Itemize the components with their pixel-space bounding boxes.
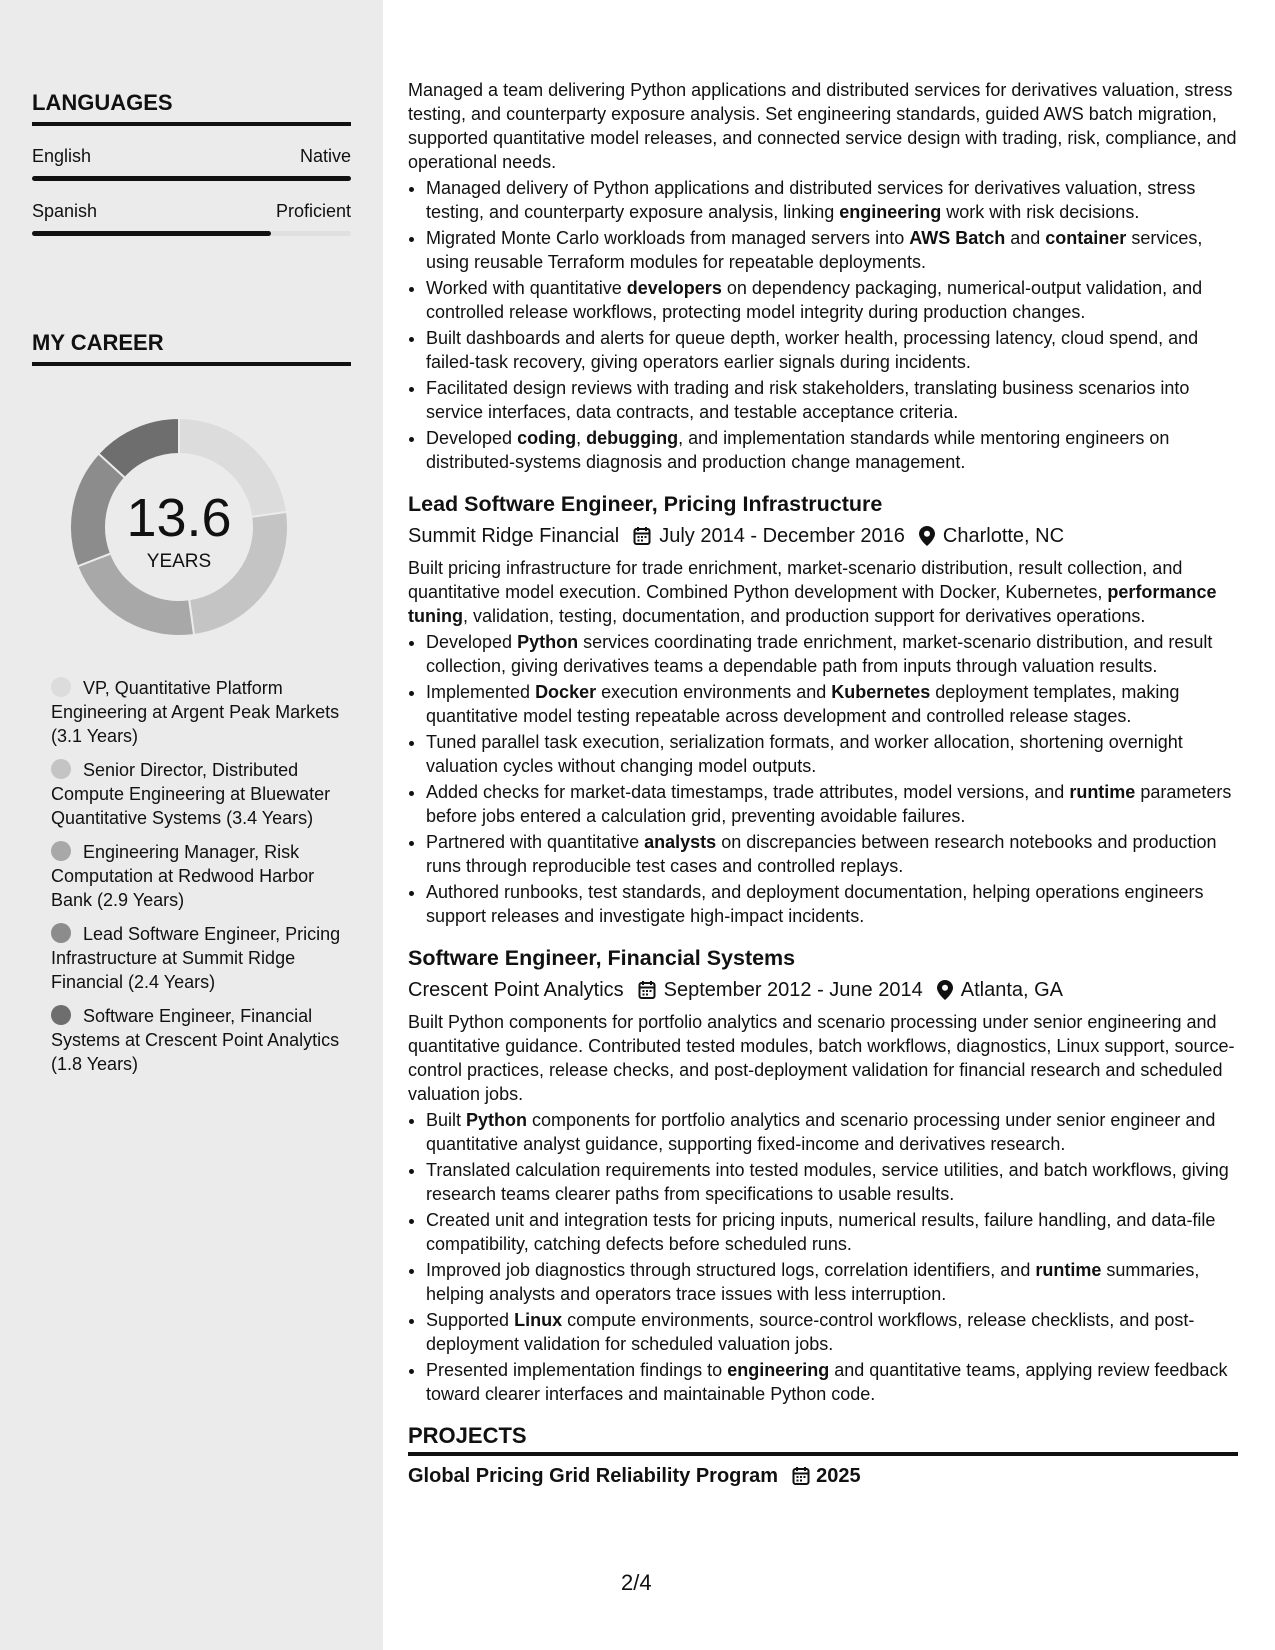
languages-section <box>32 90 351 236</box>
bullet-item: • Facilitated design reviews with trading and risk stakeholders, translating business scenarios into service interfaces, data contracts, and testable acceptance criteria. <box>426 376 1238 424</box>
career-legend-item <box>51 922 341 994</box>
legend-label: Software Engineer, Financial Systems at Crescent Point Analytics (1.8 Years) <box>51 1006 340 1074</box>
page-number: 2/4 <box>621 1570 652 1595</box>
job-meta <box>408 976 1238 1004</box>
bullet-item: • Authored runbooks, test standards, and deployment documentation, helping operations engineers support releases and investigate high-impact incidents. <box>426 880 1238 928</box>
career-donut-chart <box>59 407 299 647</box>
bullet-item: • Created unit and integration tests for pricing inputs, numerical results, failure handling, and data-file compatibility, catching defects before scheduled runs. <box>426 1208 1238 1256</box>
bullet-item: • Built Python components for portfolio analytics and scenario processing under senior engineer and quantitative analyst guidance, supporting fixed-income and derivatives research. <box>426 1108 1238 1156</box>
bullet-item: • Developed Python services coordinating trade enrichment, market-scenario distribution, and result collection, giving derivatives teams a dependable path from inputs through valuation results. <box>426 630 1238 678</box>
job-location: Charlotte, NC <box>942 525 1065 547</box>
role-bullets <box>408 176 1238 474</box>
bullet-item: • Presented implementation findings to engineering and quantitative teams, applying review feedback toward clearer interfaces and maintainable Python code. <box>426 1358 1238 1406</box>
calendar-icon <box>792 1466 810 1486</box>
career-total: 13.6 <box>126 488 232 548</box>
job-summary: Built pricing infrastructure for trade enrichment, market-scenario distribution, result collection, and quantitative model execution. Combined Python development with Docker, Kubernetes, performance tuning, validation, testing, documentation, and production support for derivatives operations. <box>408 558 1217 626</box>
career-legend-item <box>51 1004 341 1076</box>
calendar-icon <box>633 526 651 546</box>
role-summary: Managed a team delivering Python applications and distributed services for derivatives valuation, stress testing, and counterparty exposure analysis. Set engineering standards, guided AWS batch migration, supported quantitative model releases, and connected service design with trading, risk, compliance, and operational needs. <box>408 80 1237 172</box>
language-proficiency-fill <box>32 231 271 236</box>
sidebar <box>0 0 383 1650</box>
career-section <box>32 330 351 366</box>
language-proficiency-bar <box>32 231 351 236</box>
career-unit: YEARS <box>146 551 212 572</box>
map-pin-icon <box>937 980 953 1000</box>
job-bullets <box>408 1108 1238 1406</box>
calendar-icon <box>638 980 656 1000</box>
bullet-item: • Worked with quantitative developers on dependency packaging, numerical-output validation, and controlled release workflows, protecting model integrity during production changes. <box>426 276 1238 324</box>
bullet-item: • Tuned parallel task execution, serialization formats, and worker allocation, shortening overnight valuation cycles without changing model outputs. <box>426 730 1238 778</box>
legend-label: VP, Quantitative Platform Engineering at Argent Peak Markets (3.1 Years) <box>51 678 340 746</box>
legend-dot <box>51 923 71 943</box>
bullet-item: • Improved job diagnostics through structured logs, correlation identifiers, and runtime summaries, helping analysts and operators trace issues with less interruption. <box>426 1258 1238 1306</box>
bullet-item: • Managed delivery of Python applications and distributed services for derivatives valuation, stress testing, and counterparty exposure analysis, linking engineering work with risk decisions. <box>426 176 1238 224</box>
job-location: Atlanta, GA <box>960 979 1064 1001</box>
career-legend-item <box>51 840 341 912</box>
career-legend-item <box>51 676 341 748</box>
language-item <box>32 201 351 236</box>
language-proficiency-bar <box>32 176 351 181</box>
job-meta <box>408 522 1238 550</box>
legend-dot <box>51 677 71 697</box>
languages-title: LANGUAGES <box>32 90 351 126</box>
language-item <box>32 146 351 181</box>
language-name: English <box>32 146 92 166</box>
company-name: Crescent Point Analytics <box>408 979 624 1001</box>
bullet-item: • Migrated Monte Carlo workloads from managed servers into AWS Batch and container services, using reusable Terraform modules for repeatable deployments. <box>426 226 1238 274</box>
experience-list <box>408 490 1238 1406</box>
company-name: Summit Ridge Financial <box>408 525 620 547</box>
bullet-item: • Developed coding, debugging, and implementation standards while mentoring engineers on distributed-systems diagnosis and production change management. <box>426 426 1238 474</box>
map-pin-icon <box>919 526 935 546</box>
legend-label: Senior Director, Distributed Compute Engineering at Bluewater Quantitative Systems (3.4 Years) <box>51 760 331 828</box>
job-dates: September 2012 - June 2014 <box>663 979 923 1001</box>
language-level: Native <box>299 146 351 166</box>
job-entry <box>408 944 1238 1406</box>
career-legend <box>51 676 341 1076</box>
bullet-item: • Partnered with quantitative analysts on discrepancies between research notebooks and production runs through reproducible test cases and controlled replays. <box>426 830 1238 878</box>
job-bullets <box>408 630 1238 928</box>
main-content <box>408 78 1238 1488</box>
job-summary: Built Python components for portfolio analytics and scenario processing under senior engineering and quantitative guidance. Contributed tested modules, batch workflows, diagnostics, Linux support, source-control practices, release checks, and post-deployment validation for financial research and scheduled valuation jobs. <box>408 1012 1235 1104</box>
legend-label: Engineering Manager, Risk Computation at Redwood Harbor Bank (2.9 Years) <box>51 842 315 910</box>
job-title: Software Engineer, Financial Systems <box>408 946 796 970</box>
job-dates: July 2014 - December 2016 <box>659 525 905 547</box>
project-year: 2025 <box>816 1465 861 1487</box>
projects-title: PROJECTS <box>408 1424 1238 1456</box>
bullet-item: • Translated calculation requirements into tested modules, service utilities, and batch workflows, giving research teams clearer paths from specifications to usable results. <box>426 1158 1238 1206</box>
project-name: Global Pricing Grid Reliability Program <box>408 1465 779 1487</box>
career-legend-item <box>51 758 341 830</box>
legend-label: Lead Software Engineer, Pricing Infrastructure at Summit Ridge Financial (2.4 Years) <box>51 924 341 992</box>
legend-dot <box>51 759 71 779</box>
bullet-item: • Built dashboards and alerts for queue depth, worker health, processing latency, cloud spend, and failed-task recovery, giving operators earlier signals during incidents. <box>426 326 1238 374</box>
bullet-item: • Supported Linux compute environments, source-control workflows, release checklists, and post-deployment validation for scheduled valuation jobs. <box>426 1308 1238 1356</box>
bullet-item: • Implemented Docker execution environments and Kubernetes deployment templates, making quantitative model testing repeatable across development and controlled release stages. <box>426 680 1238 728</box>
language-name: Spanish <box>32 201 98 221</box>
legend-dot <box>51 1005 71 1025</box>
job-title: Lead Software Engineer, Pricing Infrastructure <box>408 492 883 516</box>
language-proficiency-fill <box>32 176 351 181</box>
job-entry <box>408 490 1238 928</box>
language-level: Proficient <box>275 201 351 221</box>
career-title: MY CAREER <box>32 330 351 366</box>
project-item <box>408 1464 1238 1488</box>
legend-dot <box>51 841 71 861</box>
bullet-item: • Added checks for market-data timestamps, trade attributes, model versions, and runtime parameters before jobs entered a calculation grid, preventing avoidable failures. <box>426 780 1238 828</box>
